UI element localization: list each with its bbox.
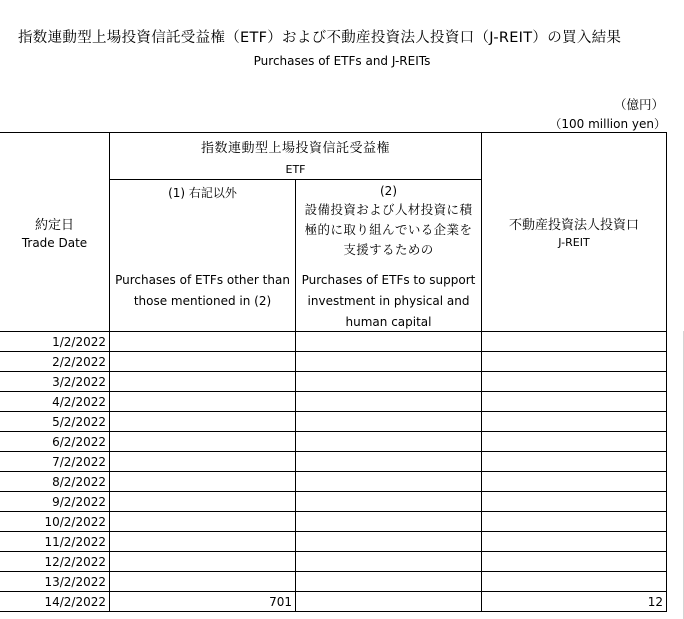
table-row [0, 492, 667, 512]
trade-date-cell: 9/2/2022 [52, 495, 106, 509]
header-etf-jp: 指数連動型上場投資信託受益権 [200, 141, 390, 156]
table-row [0, 472, 667, 492]
header-col1-en: Purchases of ETFs other than those mentioned in (2) [115, 273, 290, 308]
trade-date-cell: 5/2/2022 [52, 415, 106, 429]
title-japanese: 指数連動型上場投資信託受益権（ETF）および不動産投資法人投資口（J-REIT）の買入結果 [18, 30, 622, 46]
header-reit-en: J-REIT [558, 236, 590, 249]
trade-date-cell: 10/2/2022 [44, 515, 106, 529]
table-row [0, 512, 667, 532]
trade-date-cell: 11/2/2022 [44, 535, 106, 549]
trade-date-cell: 6/2/2022 [52, 435, 106, 449]
unit-japanese: （億円） [613, 97, 664, 112]
trade-date-cell: 3/2/2022 [52, 375, 106, 389]
header-col2-jp: 設備投資および人材投資に積極的に取り組んでいる企業を支援するための [304, 202, 473, 257]
header-reit-jp: 不動産投資法人投資口 [508, 218, 639, 233]
trade-date-cell: 14/2/2022 [44, 595, 106, 609]
table-row [0, 332, 667, 352]
jreit-cell: 12 [647, 595, 663, 609]
trade-date-cell: 7/2/2022 [52, 455, 106, 469]
header-col2-number: (2) [380, 184, 397, 198]
title-english: Purchases of ETFs and J-REITs [253, 54, 431, 68]
table-row [0, 372, 667, 392]
table-row [0, 392, 667, 412]
header-etf-en: ETF [285, 163, 306, 176]
table-row [0, 412, 667, 432]
trade-date-cell: 2/2/2022 [52, 355, 106, 369]
trade-date-cell: 13/2/2022 [44, 575, 106, 589]
table-row [0, 432, 667, 452]
trade-date-cell: 1/2/2022 [52, 335, 106, 349]
trade-date-cell: 12/2/2022 [44, 555, 106, 569]
trade-date-cell: 4/2/2022 [52, 395, 106, 409]
table-row [0, 572, 667, 592]
table-row [0, 352, 667, 372]
header-col1-jp: (1) 右記以外 [168, 186, 237, 200]
table-row [0, 452, 667, 472]
table-row [0, 552, 667, 572]
etf-other-cell: 701 [269, 595, 292, 609]
table-row [0, 592, 667, 612]
header-date-jp: 約定日 [34, 218, 74, 233]
unit-english: （100 million yen） [549, 117, 666, 131]
header-col2-en: Purchases of ETFs to support investment in physical and human capital [301, 273, 476, 329]
header-date-en: Trade Date [21, 236, 88, 250]
trade-date-cell: 8/2/2022 [52, 475, 106, 489]
table-row [0, 532, 667, 552]
